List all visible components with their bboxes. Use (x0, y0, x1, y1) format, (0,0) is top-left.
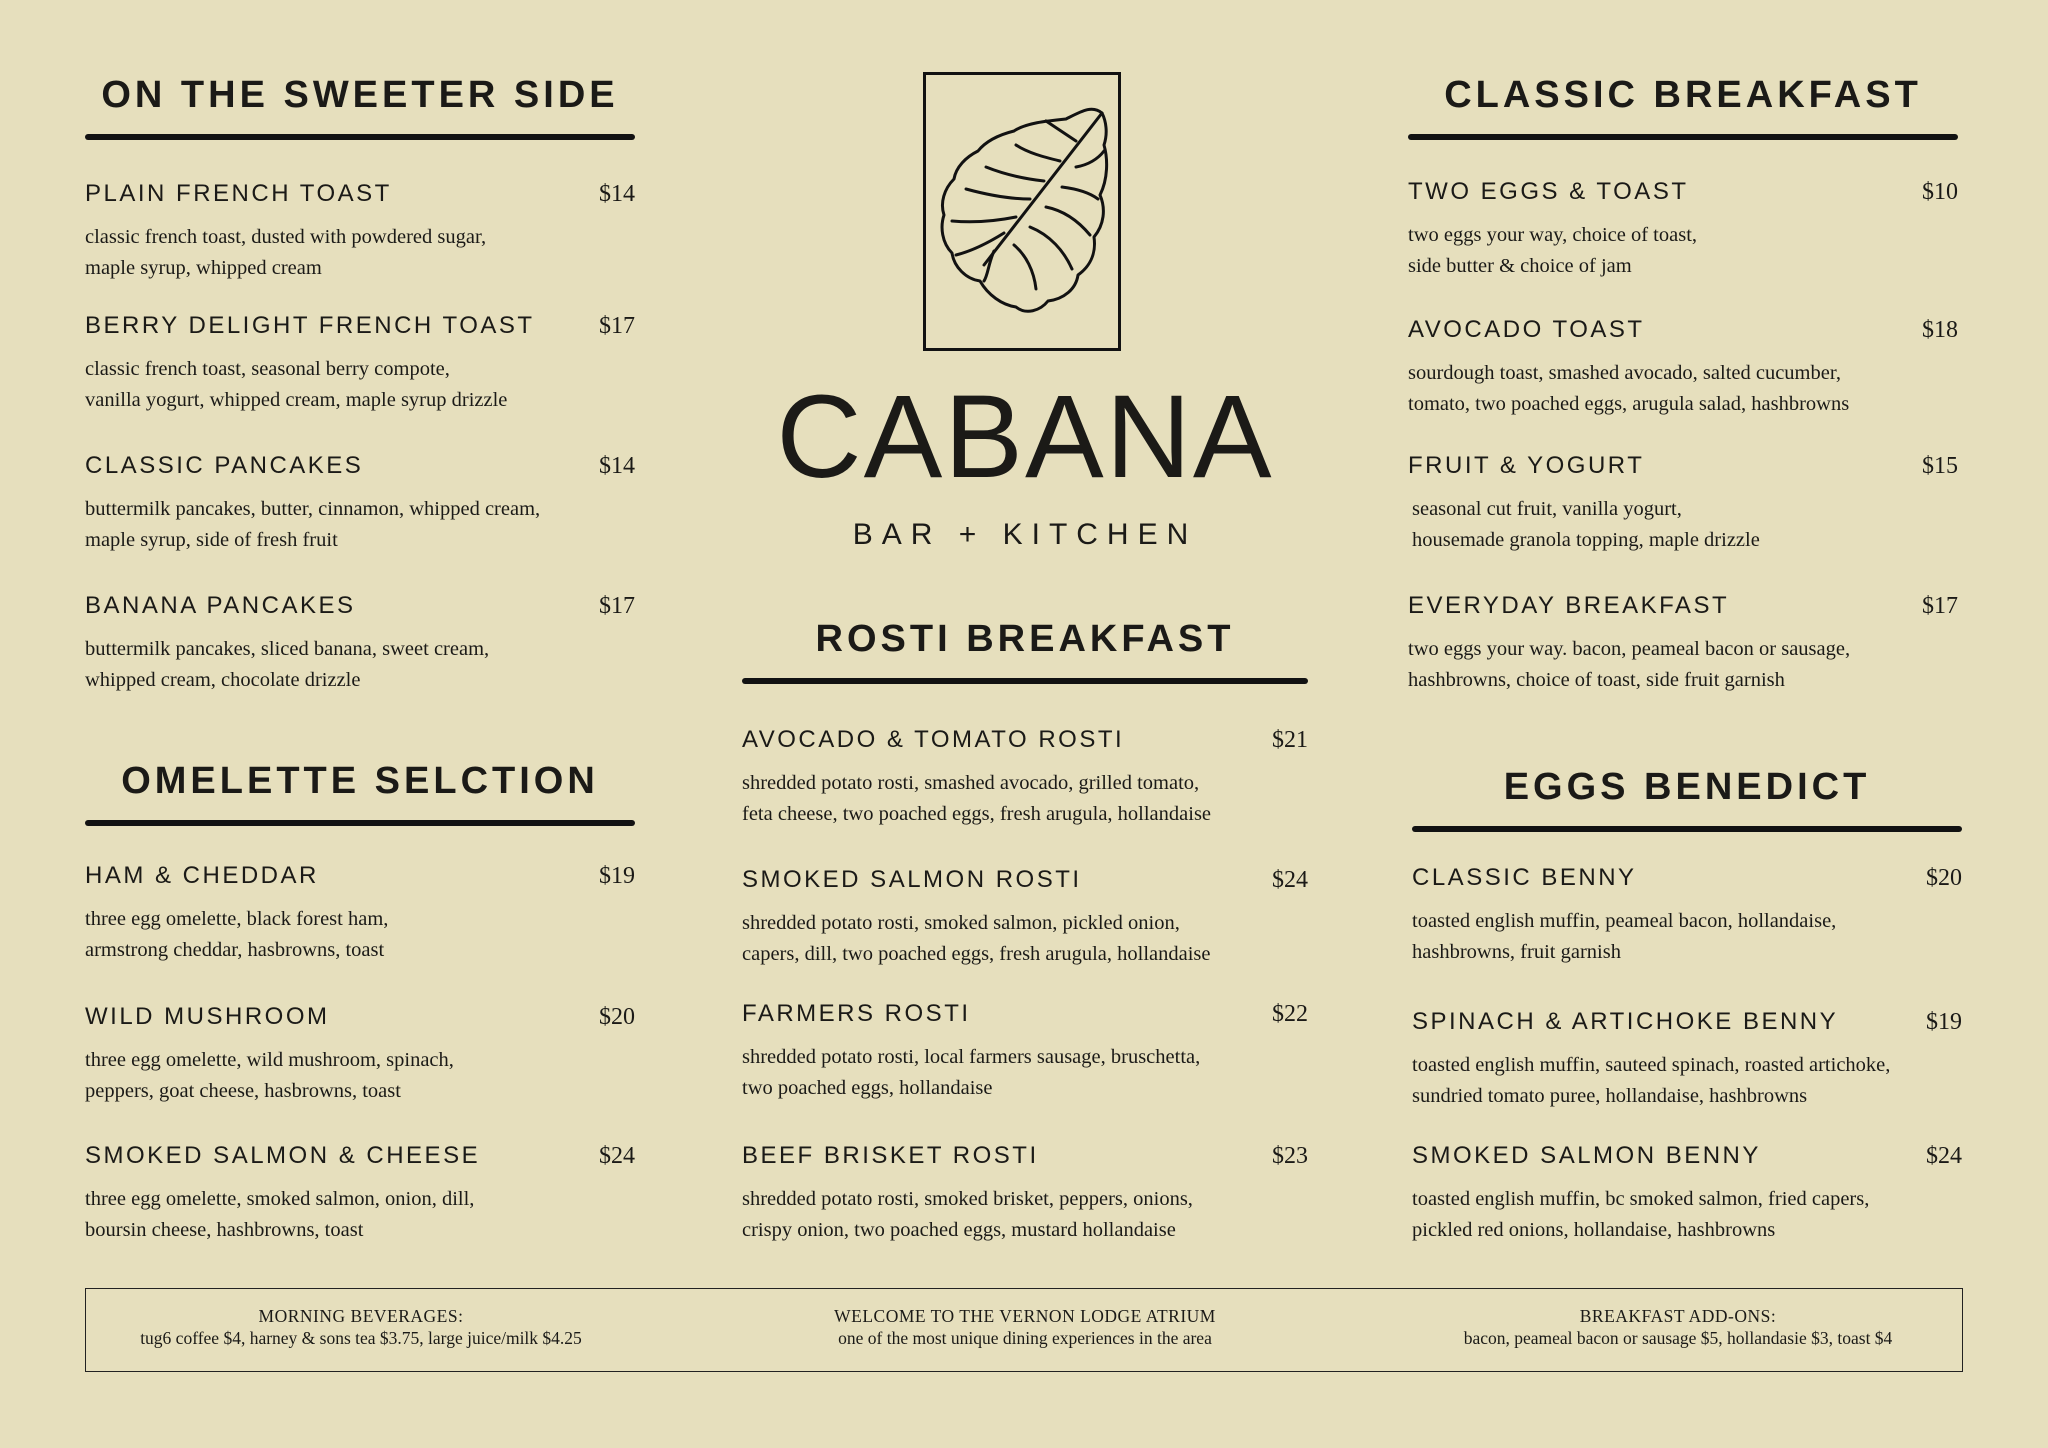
item-price: $24 (1926, 1143, 1962, 1169)
section-title-benedict: EGGS BENEDICT (1503, 766, 1871, 808)
menu-item (85, 180, 635, 284)
item-name: PLAIN FRENCH TOAST (85, 180, 392, 207)
item-name: TWO EGGS & TOAST (1408, 178, 1689, 205)
item-price: $17 (599, 593, 635, 619)
menu-item (85, 1142, 635, 1246)
item-name: EVERYDAY BREAKFAST (1408, 592, 1730, 619)
item-price: $19 (599, 863, 635, 889)
menu-item (1412, 1142, 1962, 1246)
item-description: shredded potato rosti, local farmers sausage, bruschetta, two poached eggs, hollandaise (742, 1046, 1201, 1099)
footer-beverages (96, 1305, 626, 1349)
menu-item (85, 862, 635, 966)
brand-tagline: BAR + KITCHEN (852, 518, 1198, 551)
menu-item (85, 1003, 635, 1107)
menu-item (1408, 592, 1958, 696)
menu-item (742, 866, 1308, 970)
monstera-leaf-icon (926, 75, 1118, 348)
sweeter-side-header (85, 76, 635, 140)
menu-item (1412, 864, 1962, 968)
menu-item (1408, 178, 1958, 282)
section-title-sweeter-side: ON THE SWEETER SIDE (101, 74, 619, 116)
section-title-classic: CLASSIC BREAKFAST (1444, 74, 1922, 116)
omelette-header (85, 762, 635, 826)
menu-item (742, 726, 1308, 830)
item-price: $10 (1922, 179, 1958, 205)
item-description: classic french toast, dusted with powdered sugar, maple syrup, whipped cream (85, 226, 487, 279)
item-price: $14 (599, 181, 635, 207)
menu-item (1408, 452, 1958, 556)
menu-item (1408, 316, 1958, 420)
item-description: two eggs your way. bacon, peameal bacon or sausage, hashbrowns, choice of toast, side fruit garnish (1408, 638, 1851, 691)
footer-welcome-text: one of the most unique dining experiences in the area (838, 1328, 1212, 1348)
footer-beverages-title: MORNING BEVERAGES: (258, 1306, 464, 1326)
menu-item (85, 592, 635, 696)
item-name: SMOKED SALMON & CHEESE (85, 1142, 481, 1169)
item-name: SMOKED SALMON ROSTI (742, 866, 1082, 893)
item-description: shredded potato rosti, smashed avocado, grilled tomato, feta cheese, two poached eggs, fresh arugula, hollandaise (742, 772, 1212, 825)
section-divider (1408, 134, 1958, 140)
section-divider (85, 820, 635, 826)
item-name: HAM & CHEDDAR (85, 862, 319, 889)
item-price: $24 (1272, 867, 1308, 893)
classic-header (1408, 76, 1958, 140)
item-name: AVOCADO TOAST (1408, 316, 1645, 343)
item-description: seasonal cut fruit, vanilla yogurt, housemade granola topping, maple drizzle (1412, 498, 1760, 551)
section-title-omelette: OMELETTE SELCTION (121, 760, 599, 802)
footer-addons (1410, 1305, 1946, 1349)
item-description: two eggs your way, choice of toast, side butter & choice of jam (1408, 224, 1698, 277)
item-description: buttermilk pancakes, butter, cinnamon, whipped cream, maple syrup, side of fresh fruit (85, 498, 541, 551)
item-description: toasted english muffin, bc smoked salmon, fried capers, pickled red onions, hollandaise, hashbrowns (1412, 1188, 1870, 1241)
item-description: shredded potato rosti, smoked brisket, peppers, onions, crispy onion, two poached eggs, mustard hollandaise (742, 1188, 1193, 1241)
item-description: toasted english muffin, peameal bacon, hollandaise, hashbrowns, fruit garnish (1412, 910, 1837, 963)
item-price: $20 (1926, 865, 1962, 891)
item-name: SPINACH & ARTICHOKE BENNY (1412, 1008, 1839, 1035)
item-price: $14 (599, 453, 635, 479)
section-divider (742, 678, 1308, 684)
item-name: FRUIT & YOGURT (1408, 452, 1645, 479)
section-title-rosti: ROSTI BREAKFAST (815, 618, 1235, 660)
benedict-header (1412, 768, 1962, 832)
item-price: $18 (1922, 317, 1958, 343)
item-name: BERRY DELIGHT FRENCH TOAST (85, 312, 535, 339)
item-description: sourdough toast, smashed avocado, salted cucumber, tomato, two poached eggs, arugula salad, hashbrowns (1408, 362, 1850, 415)
item-name: FARMERS ROSTI (742, 1000, 971, 1027)
item-name: CLASSIC BENNY (1412, 864, 1637, 891)
menu-item (85, 452, 635, 556)
item-price: $17 (599, 313, 635, 339)
item-name: BEEF BRISKET ROSTI (742, 1142, 1039, 1169)
item-price: $21 (1272, 727, 1308, 753)
item-name: BANANA PANCAKES (85, 592, 356, 619)
rosti-header (742, 620, 1308, 684)
menu-item (742, 1142, 1308, 1246)
section-divider (85, 134, 635, 140)
item-price: $19 (1926, 1009, 1962, 1035)
footer-addons-title: BREAKFAST ADD-ONS: (1579, 1306, 1777, 1326)
footer-welcome (755, 1305, 1295, 1349)
item-name: AVOCADO & TOMATO ROSTI (742, 726, 1125, 753)
item-price: $24 (599, 1143, 635, 1169)
item-price: $22 (1272, 1001, 1308, 1027)
item-description: three egg omelette, black forest ham, armstrong cheddar, hasbrowns, toast (85, 908, 389, 961)
item-description: buttermilk pancakes, sliced banana, sweet cream, whipped cream, chocolate drizzle (85, 638, 490, 691)
item-description: classic french toast, seasonal berry compote, vanilla yogurt, whipped cream, maple syrup drizzle (85, 358, 508, 411)
brand-name: CABANA (776, 371, 1274, 503)
menu-item (1412, 1008, 1962, 1112)
footer-beverages-text: tug6 coffee $4, harney & sons tea $3.75, large juice/milk $4.25 (140, 1328, 582, 1348)
logo-frame (923, 72, 1121, 351)
footer-welcome-title: WELCOME TO THE VERNON LODGE ATRIUM (834, 1306, 1216, 1326)
item-name: WILD MUSHROOM (85, 1003, 330, 1030)
item-price: $15 (1922, 453, 1958, 479)
footer-info-box (85, 1288, 1963, 1372)
item-name: SMOKED SALMON BENNY (1412, 1142, 1761, 1169)
item-name: CLASSIC PANCAKES (85, 452, 364, 479)
item-description: shredded potato rosti, smoked salmon, pickled onion, capers, dill, two poached eggs, fresh arugula, hollandaise (742, 912, 1211, 965)
item-price: $17 (1922, 593, 1958, 619)
item-price: $20 (599, 1004, 635, 1030)
item-description: toasted english muffin, sauteed spinach, roasted artichoke, sundried tomato puree, hollandaise, hashbrowns (1412, 1054, 1891, 1107)
footer-addons-text: bacon, peameal bacon or sausage $5, hollandasie $3, toast $4 (1463, 1328, 1893, 1348)
menu-item (85, 312, 635, 416)
menu-item (742, 1000, 1308, 1104)
item-description: three egg omelette, smoked salmon, onion, dill, boursin cheese, hashbrowns, toast (85, 1188, 475, 1241)
item-price: $23 (1272, 1143, 1308, 1169)
section-divider (1412, 826, 1962, 832)
item-description: three egg omelette, wild mushroom, spinach, peppers, goat cheese, hasbrowns, toast (85, 1049, 454, 1102)
